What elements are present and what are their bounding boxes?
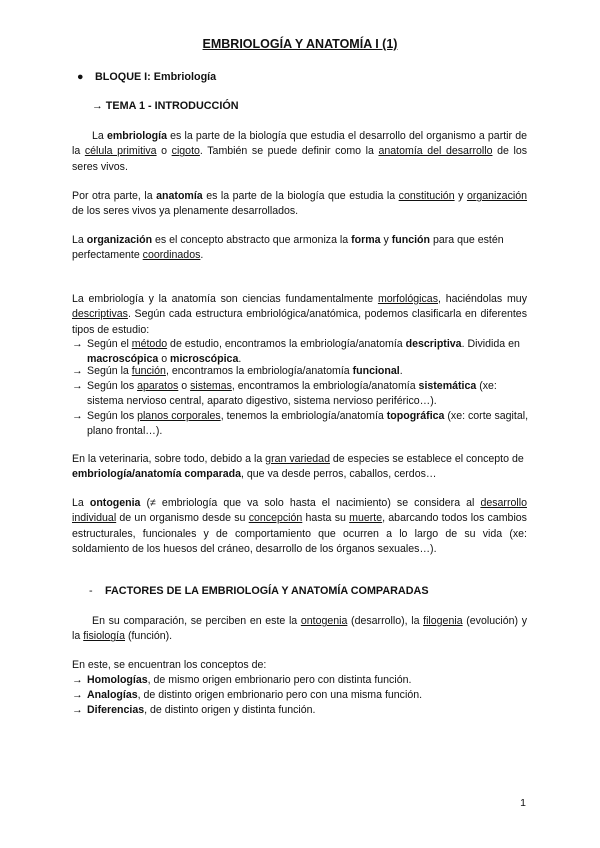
list-item: → Analogías, de distinto origen embrionario pero con una misma función. [72,688,532,703]
list-item: → Según los planos corporales, tenemos la embriología/anatomía topográfica (xe: corte sagital, plano frontal…). [72,410,529,438]
arrow-icon: → [72,704,83,716]
topic-heading: → TEMA 1 - INTRODUCCIÓN [92,100,239,112]
list-item: → Según los aparatos o sistemas, encontramos la embriología/anatomía sistemática (xe: sistema nervioso central, aparato digestivo, sistema nervioso periférico…). [72,380,497,408]
section-heading: - FACTORES DE LA EMBRIOLOGÍA Y ANATOMÍA COMPARADAS [89,585,429,597]
list-item: → Según la función, encontramos la embriología/anatomía funcional. [72,364,532,379]
arrow-icon: → [72,365,83,377]
block-heading [77,71,216,83]
paragraph-comparacion: En su comparación, se perciben en este la ontogenia (desarrollo), la filogenia (evolución) y la fisiología (función). [72,615,528,643]
arrow-icon: → [72,410,83,422]
bullet-icon: ● [77,71,84,83]
paragraph-anatomia: Por otra parte, la anatomía es la parte de la biología que estudia la constitución y organización de los seres vivos ya plenamente desarrollados. [72,190,528,218]
list-item: → Homologías, de mismo origen embrionario pero con distinta función. [72,673,532,688]
block-heading-text: BLOQUE I: Embriología [95,71,217,83]
paragraph-ciencias-morfologicas: La embriología y la anatomía son ciencias fundamentalmente morfológicas, haciéndolas muy descriptivas. Según cada estructura embriológica/anatómica, podemos clasificarla en diferentes tipos de estudio: [72,293,527,336]
paragraph-conceptos: En este, se encuentran los conceptos de: [72,659,267,671]
page-number: 1 [520,797,526,809]
list-item: → Según el método de estudio, encontramos la embriología/anatomía descriptiva. Dividida en macroscópica o microscópica. [72,338,520,366]
paragraph-organizacion: La organización es el concepto abstracto que armoniza la forma y función para que estén perfectamente coordinados. [72,234,504,262]
arrow-icon: → [72,338,83,350]
arrow-icon: → [72,674,83,686]
paragraph-embriologia: La embriología es la parte de la biología que estudia el desarrollo del organismo a partir de la célula primitiva o cigoto. También se puede definir como la anatomía del desarrollo de los seres vivos. [72,130,528,173]
document-title: EMBRIOLOGÍA Y ANATOMÍA I (1) [202,37,398,51]
paragraph-ontogenia: La ontogenia (≠ embriología que va solo hasta el nacimiento) se considera al desarrollo individual de un organismo desde su concepción hasta su muerte, abarcando todos los cambios estructurales, funcionales y de comportamiento que ocurren a lo largo de su vida (xe: soldamiento de los huesos del cráneo, desarrollo de los órganos sexuales…). [72,497,527,556]
list-item: → Diferencias, de distinto origen y distinta función. [72,703,532,718]
arrow-icon: → [72,689,83,701]
arrow-icon: → [72,380,83,392]
paragraph-veterinaria: En la veterinaria, sobre todo, debido a la gran variedad de especies se establece el concepto de embriología/anatomía comparada, que va desde perros, caballos, cerdos… [72,453,524,481]
